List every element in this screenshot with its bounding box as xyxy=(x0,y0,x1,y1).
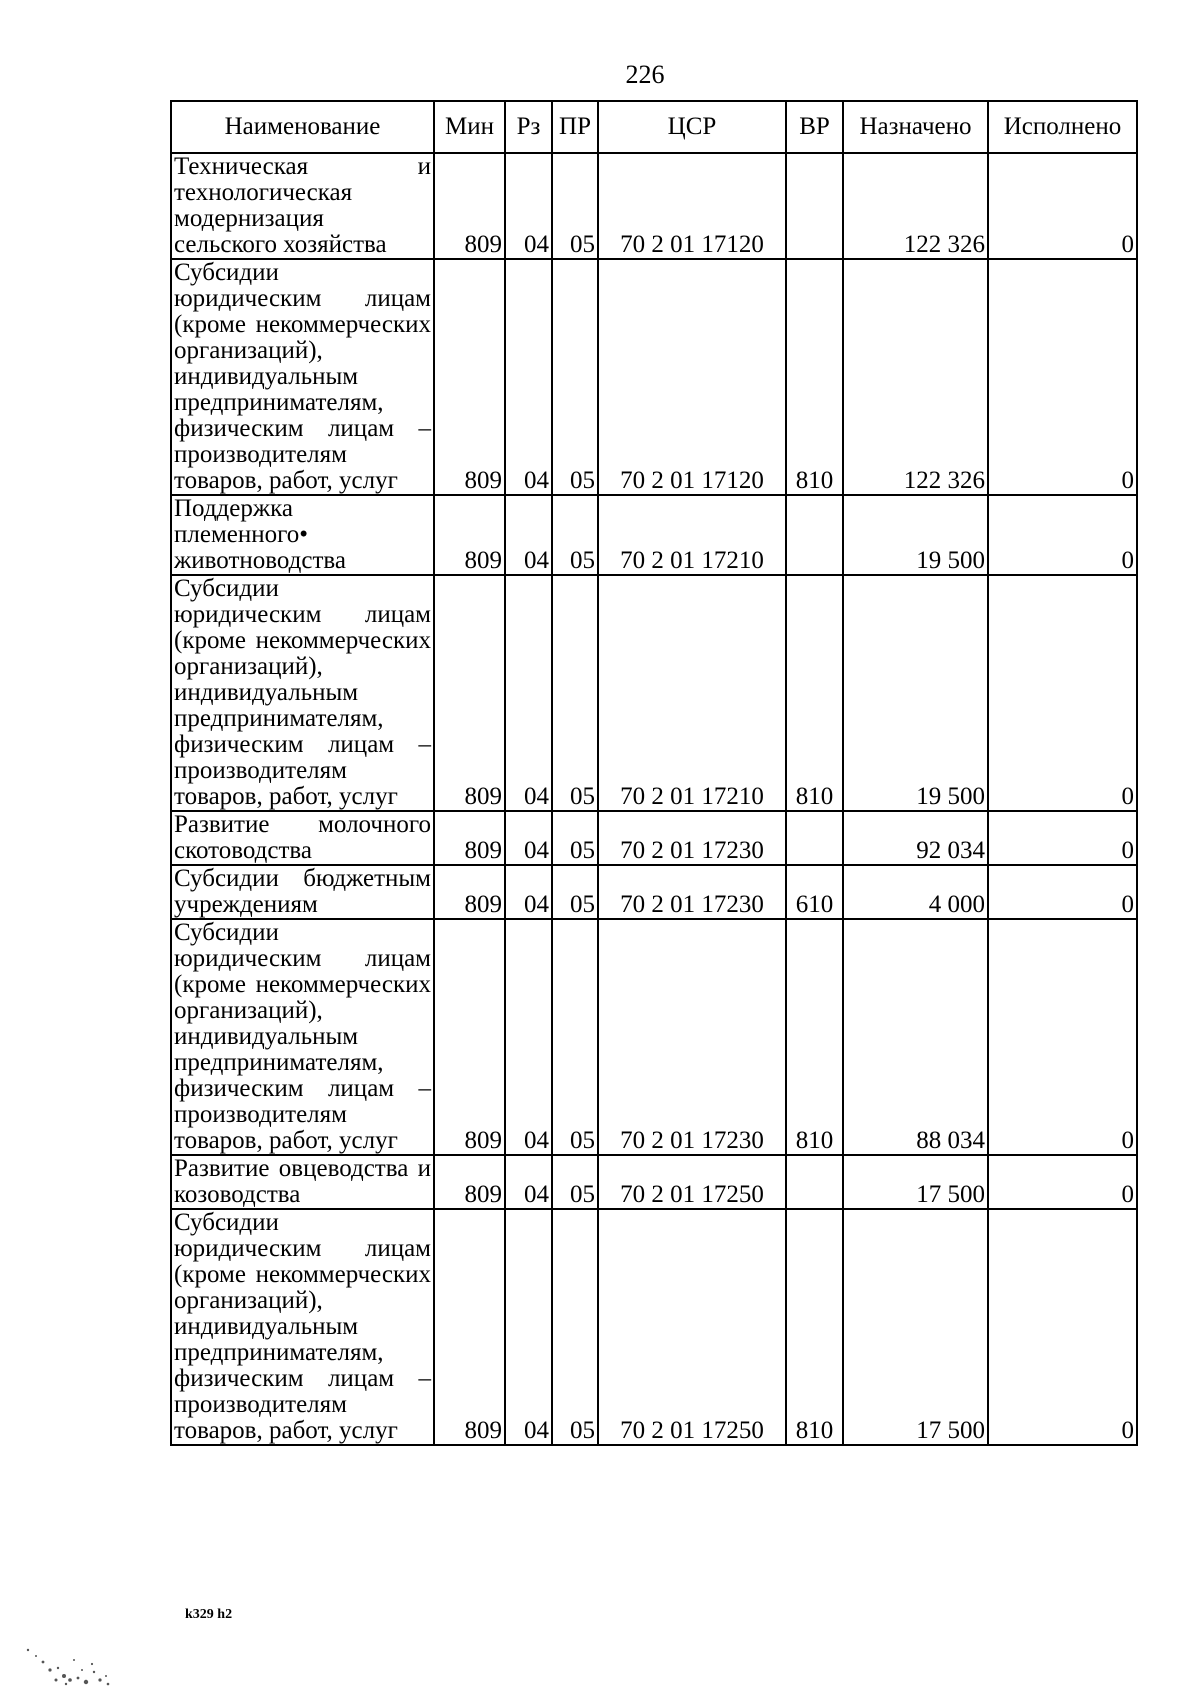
cell-min: 809 xyxy=(434,1155,505,1209)
table-row xyxy=(171,575,1137,811)
table-row xyxy=(171,495,1137,575)
cell-min: 809 xyxy=(434,1209,505,1445)
cell-executed: 0 xyxy=(988,153,1137,259)
header-name: Наименование xyxy=(171,101,434,153)
cell-pr: 05 xyxy=(552,575,598,811)
cell-rz: 04 xyxy=(505,153,552,259)
cell-min: 809 xyxy=(434,259,505,495)
cell-rz: 04 xyxy=(505,919,552,1155)
cell-executed: 0 xyxy=(988,865,1137,919)
cell-csr: 70 2 01 17230 xyxy=(598,919,786,1155)
cell-vr xyxy=(786,811,843,865)
cell-csr: 70 2 01 17250 xyxy=(598,1155,786,1209)
cell-pr: 05 xyxy=(552,495,598,575)
cell-assigned: 17 500 xyxy=(843,1155,988,1209)
cell-vr xyxy=(786,1155,843,1209)
table-body xyxy=(171,153,1137,1445)
table-header xyxy=(171,101,1137,153)
cell-pr: 05 xyxy=(552,865,598,919)
cell-executed: 0 xyxy=(988,575,1137,811)
cell-assigned: 122 326 xyxy=(843,153,988,259)
cell-pr: 05 xyxy=(552,919,598,1155)
cell-vr: 810 xyxy=(786,259,843,495)
table-row xyxy=(171,865,1137,919)
cell-executed: 0 xyxy=(988,919,1137,1155)
header-min: Мин xyxy=(434,101,505,153)
cell-pr: 05 xyxy=(552,811,598,865)
cell-assigned: 92 034 xyxy=(843,811,988,865)
cell-csr: 70 2 01 17210 xyxy=(598,575,786,811)
cell-rz: 04 xyxy=(505,495,552,575)
cell-name: Субсидии юридическим лицам (кроме некоммерческих организаций), индивидуальным предпринимателям, физическим лицам – производителям товаров, работ, услуг xyxy=(171,259,434,495)
cell-min: 809 xyxy=(434,865,505,919)
cell-vr: 810 xyxy=(786,575,843,811)
page-number: 226 xyxy=(625,60,665,89)
cell-assigned: 4 000 xyxy=(843,865,988,919)
cell-min: 809 xyxy=(434,575,505,811)
cell-pr: 05 xyxy=(552,153,598,259)
header-csr: ЦСР xyxy=(598,101,786,153)
cell-min: 809 xyxy=(434,153,505,259)
cell-executed: 0 xyxy=(988,1155,1137,1209)
cell-name: Субсидии юридическим лицам (кроме некоммерческих организаций), индивидуальным предпринимателям, физическим лицам – производителям товаров, работ, услуг xyxy=(171,919,434,1155)
cell-csr: 70 2 01 17250 xyxy=(598,1209,786,1445)
cell-pr: 05 xyxy=(552,259,598,495)
cell-min: 809 xyxy=(434,495,505,575)
cell-pr: 05 xyxy=(552,1155,598,1209)
scan-artifact xyxy=(8,1610,118,1686)
header-vr: ВР xyxy=(786,101,843,153)
cell-assigned: 88 034 xyxy=(843,919,988,1155)
cell-assigned: 19 500 xyxy=(843,495,988,575)
table-row xyxy=(171,1155,1137,1209)
cell-vr: 610 xyxy=(786,865,843,919)
header-row xyxy=(171,101,1137,153)
cell-assigned: 122 326 xyxy=(843,259,988,495)
cell-csr: 70 2 01 17120 xyxy=(598,259,786,495)
cell-name: Поддержка племенного• животноводства xyxy=(171,495,434,575)
cell-executed: 0 xyxy=(988,259,1137,495)
cell-rz: 04 xyxy=(505,865,552,919)
header-executed: Исполнено xyxy=(988,101,1137,153)
cell-vr xyxy=(786,495,843,575)
cell-vr: 810 xyxy=(786,919,843,1155)
table-row xyxy=(171,153,1137,259)
cell-min: 809 xyxy=(434,811,505,865)
cell-executed: 0 xyxy=(988,495,1137,575)
cell-assigned: 19 500 xyxy=(843,575,988,811)
cell-name: Техническая и технологическая модернизация сельского хозяйства xyxy=(171,153,434,259)
cell-name: Субсидии юридическим лицам (кроме некоммерческих организаций), индивидуальным предпринимателям, физическим лицам – производителям товаров, работ, услуг xyxy=(171,1209,434,1445)
cell-csr: 70 2 01 17120 xyxy=(598,153,786,259)
cell-executed: 0 xyxy=(988,811,1137,865)
cell-rz: 04 xyxy=(505,1209,552,1445)
cell-rz: 04 xyxy=(505,575,552,811)
table-row xyxy=(171,1209,1137,1445)
cell-csr: 70 2 01 17230 xyxy=(598,811,786,865)
cell-pr: 05 xyxy=(552,1209,598,1445)
cell-name: Субсидии юридическим лицам (кроме некоммерческих организаций), индивидуальным предпринимателям, физическим лицам – производителям товаров, работ, услуг xyxy=(171,575,434,811)
cell-rz: 04 xyxy=(505,811,552,865)
cell-rz: 04 xyxy=(505,259,552,495)
cell-csr: 70 2 01 17210 xyxy=(598,495,786,575)
header-rz: Рз xyxy=(505,101,552,153)
cell-min: 809 xyxy=(434,919,505,1155)
cell-csr: 70 2 01 17230 xyxy=(598,865,786,919)
header-pr: ПР xyxy=(552,101,598,153)
footer-code: k329 h2 xyxy=(185,1607,233,1622)
header-assigned: Назначено xyxy=(843,101,988,153)
table-row xyxy=(171,259,1137,495)
cell-name: Развитие овцеводства и козоводства xyxy=(171,1155,434,1209)
cell-vr xyxy=(786,153,843,259)
cell-vr: 810 xyxy=(786,1209,843,1445)
table-row xyxy=(171,919,1137,1155)
table-row xyxy=(171,811,1137,865)
cell-executed: 0 xyxy=(988,1209,1137,1445)
cell-assigned: 17 500 xyxy=(843,1209,988,1445)
cell-name: Субсидии бюджетным учреждениям xyxy=(171,865,434,919)
cell-name: Развитие молочного скотоводства xyxy=(171,811,434,865)
budget-table xyxy=(170,100,1138,1446)
cell-rz: 04 xyxy=(505,1155,552,1209)
